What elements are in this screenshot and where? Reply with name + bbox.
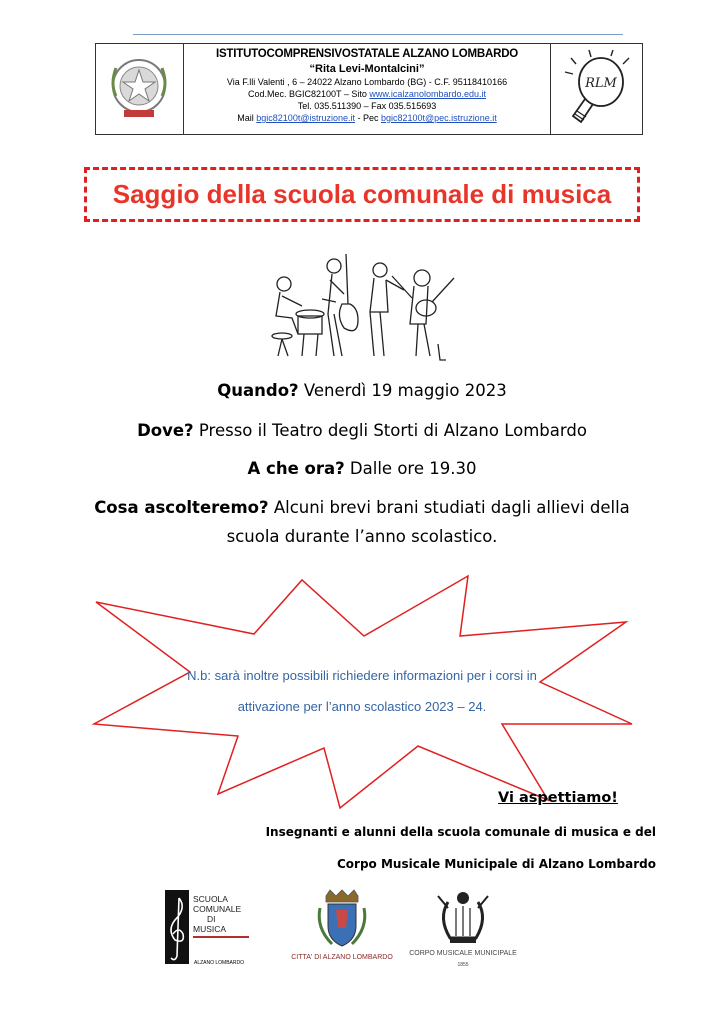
- signature-line-2: Corpo Musicale Municipale di Alzano Lombardo: [336, 857, 656, 871]
- lyre-icon: [408, 888, 518, 948]
- music-logo-line-3: DI: [207, 914, 216, 924]
- pec-prefix: - Pec: [354, 113, 381, 123]
- when-value: Venerdì 19 maggio 2023: [298, 381, 507, 400]
- phone-fax: Tel. 035.511390 – Fax 035.515693: [297, 101, 437, 111]
- when-label: Quando?: [217, 381, 299, 400]
- time-value: Dalle ore 19.30: [344, 459, 477, 478]
- website-link[interactable]: www.icalzanolombardo.edu.it: [369, 89, 486, 99]
- music-logo-stripe: [193, 936, 249, 938]
- top-rule: [133, 34, 623, 35]
- where-label: Dove?: [137, 421, 194, 440]
- title-frame: [84, 167, 640, 222]
- band-year: 1855: [457, 962, 469, 968]
- listen-value: Alcuni brevi brani studiati dagli allievi della: [268, 498, 630, 517]
- svg-text:RLM: RLM: [585, 76, 617, 91]
- code-text: Cod.Mec. BGIC82100T – Sito: [248, 89, 370, 99]
- music-school-logo: [165, 890, 251, 968]
- band-logo: [408, 888, 518, 972]
- italian-emblem-icon: [96, 44, 182, 133]
- mail-prefix: Mail: [237, 113, 257, 123]
- time-line: [0, 459, 724, 478]
- rlm-logo-cell: [550, 44, 642, 134]
- music-logo-line-4: MUSICA: [193, 924, 227, 934]
- school-code-line: [184, 89, 550, 99]
- city-caption: CITTA' DI ALZANO LOMBARDO: [291, 954, 393, 961]
- mail-link[interactable]: bgic82100t@istruzione.it: [256, 113, 355, 123]
- time-label: A che ora?: [247, 459, 345, 478]
- city-logo: [290, 888, 394, 968]
- city-crest-icon: [290, 888, 394, 950]
- school-name: ISTITUTOCOMPRENSIVOSTATALE ALZANO LOMBARDO: [215, 48, 519, 60]
- note-line-2: attivazione per l’anno scolastico 2023 – 24.: [237, 699, 487, 714]
- starburst-shape: [88, 574, 633, 812]
- school-named-after: “Rita Levi-Montalcini”: [309, 63, 425, 75]
- listen-label: Cosa ascolteremo?: [94, 498, 269, 517]
- greeting: Vi aspettiamo!: [498, 790, 618, 806]
- school-info: [184, 44, 550, 134]
- when-line: [0, 381, 724, 400]
- mail-line: [184, 113, 550, 123]
- listen-line: [0, 498, 724, 517]
- signature-line-1: Insegnanti e alunni della scuola comunale di musica e del: [265, 825, 656, 839]
- pec-link[interactable]: bgic82100t@pec.istruzione.it: [381, 113, 497, 123]
- listen-line-2: scuola durante l’anno scolastico.: [226, 527, 498, 546]
- music-logo-line-2: COMUNALE: [193, 904, 242, 914]
- letterhead: [95, 43, 643, 135]
- emblem-cell: [96, 44, 184, 134]
- music-logo-caption: ALZANO LOMBARDO: [193, 960, 244, 966]
- treble-clef-icon: [165, 890, 189, 964]
- where-value: Presso il Teatro degli Storti di Alzano Lombardo: [193, 421, 587, 440]
- where-line: [0, 421, 724, 440]
- music-band-illustration: [262, 244, 462, 362]
- music-logo-line-1: SCUOLA: [193, 894, 228, 904]
- lightbulb-icon: [551, 44, 641, 133]
- school-address: Via F.lli Valenti , 6 – 24022 Alzano Lombardo (BG) - C.F. 95118410166: [226, 77, 508, 87]
- note-line-1: N.b: sarà inoltre possibili richiedere informazioni per i corsi in: [187, 668, 537, 683]
- page-title: Saggio della scuola comunale di musica: [112, 179, 612, 209]
- band-caption: CORPO MUSICALE MUNICIPALE: [409, 950, 517, 957]
